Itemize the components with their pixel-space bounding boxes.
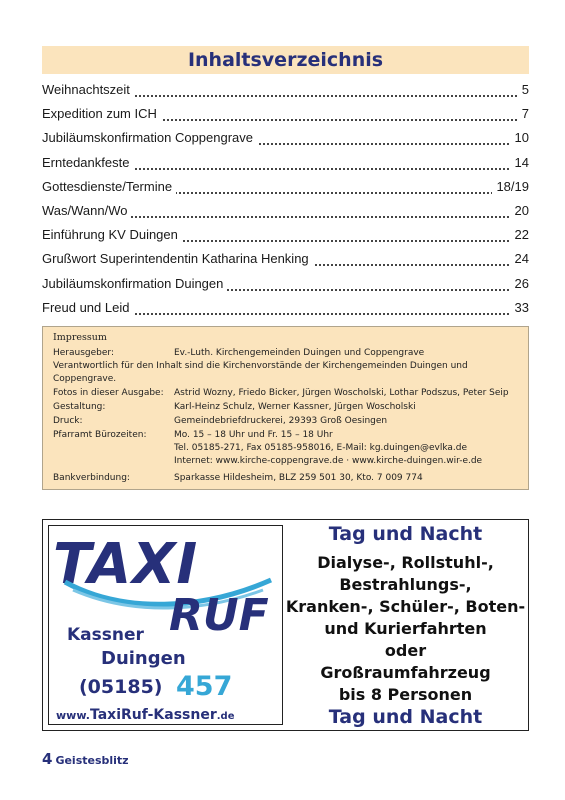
fotos-value: Astrid Wozny, Friedo Bicker, Jürgen Woscholski, Lothar Podszus, Peter Seip bbox=[174, 388, 509, 398]
toc-entry-label: Freud und Leid bbox=[42, 300, 133, 316]
ad-headline-bottom: Tag und Nacht bbox=[328, 706, 483, 728]
impressum-box bbox=[42, 326, 529, 490]
verantwortlich-line-1: Verantwortlich für den Inhalt sind die Kirchenvorstände der Kirchengemeinden Duingen und bbox=[53, 361, 468, 371]
website-suffix: .de bbox=[216, 711, 235, 722]
logo-city: Duingen bbox=[101, 648, 186, 669]
toc-entry-label: Jubiläumskonfirmation Duingen bbox=[42, 276, 227, 292]
herausgeber-label: Herausgeber: bbox=[53, 348, 114, 358]
service-line: oder bbox=[384, 641, 427, 660]
toc-entry-page: 24 bbox=[511, 251, 529, 267]
toc-entry-page: 33 bbox=[511, 300, 529, 316]
phone-number: 457 bbox=[176, 671, 233, 702]
website-main: TaxiRuf-Kassner bbox=[89, 707, 217, 723]
toc-entry bbox=[42, 155, 529, 179]
service-line: Kranken-, Schüler-, Boten- bbox=[285, 597, 526, 616]
logo-taxi-text: TAXI bbox=[53, 532, 199, 597]
phone-area-code: (05185) bbox=[79, 676, 163, 698]
toc-entry-page: 14 bbox=[511, 155, 529, 171]
taxi-logo-panel bbox=[48, 525, 283, 725]
gestaltung-value: Karl-Heinz Schulz, Werner Kassner, Jürgen Woscholski bbox=[174, 402, 416, 412]
page-number: 4 bbox=[42, 750, 53, 768]
bank-value: Sparkasse Hildesheim, BLZ 259 501 30, Kto. 7 009 774 bbox=[174, 473, 423, 483]
taxi-services-panel bbox=[283, 520, 528, 730]
service-line: Bestrahlungs-, bbox=[339, 575, 472, 594]
druck-label: Druck: bbox=[53, 416, 83, 426]
toc-entry bbox=[42, 227, 529, 251]
toc-entry-page: 7 bbox=[518, 106, 529, 122]
buero-label: Pfarramt Bürozeiten: bbox=[53, 430, 147, 440]
toc-entry-label: Einführung KV Duingen bbox=[42, 227, 182, 243]
service-line: bis 8 Personen bbox=[338, 685, 473, 704]
website-address bbox=[56, 707, 234, 723]
toc-header-bar bbox=[42, 46, 529, 74]
toc-entry-page: 26 bbox=[511, 276, 529, 292]
toc-entry bbox=[42, 251, 529, 275]
toc-entry bbox=[42, 203, 529, 227]
toc-entry-page: 20 bbox=[511, 203, 529, 219]
toc-entry bbox=[42, 300, 529, 324]
service-line: Dialyse-, Rollstuhl-, bbox=[317, 553, 494, 572]
toc-entry-page: 22 bbox=[511, 227, 529, 243]
toc-entry-label: Grußwort Superintendentin Katharina Henking bbox=[42, 251, 313, 267]
toc-title: Inhaltsverzeichnis bbox=[187, 49, 384, 71]
herausgeber-value: Ev.-Luth. Kirchengemeinden Duingen und Coppengrave bbox=[174, 348, 425, 358]
buero-hours: Mo. 15 – 18 Uhr und Fr. 15 – 18 Uhr bbox=[174, 430, 333, 440]
toc-entry-label: Jubiläumskonfirmation Coppengrave bbox=[42, 130, 257, 146]
druck-value: Gemeindebriefdruckerei, 29393 Groß Oesingen bbox=[174, 416, 388, 426]
service-line: und Kurierfahrten bbox=[324, 619, 487, 638]
website-prefix: www. bbox=[56, 709, 90, 722]
toc-entry-label: Expedition zum ICH bbox=[42, 106, 161, 122]
toc-entry-page: 18/19 bbox=[492, 179, 529, 195]
logo-name: Kassner bbox=[67, 625, 144, 645]
buero-internet: Internet: www.kirche-coppengrave.de · www.kirche-duingen.wir-e.de bbox=[174, 456, 483, 466]
toc-entry-page: 10 bbox=[511, 130, 529, 146]
toc-entry-page: 5 bbox=[518, 82, 529, 98]
gestaltung-label: Gestaltung: bbox=[53, 402, 106, 412]
toc-entry bbox=[42, 82, 529, 106]
taxi-advertisement bbox=[42, 519, 529, 731]
bank-label: Bankverbindung: bbox=[53, 473, 130, 483]
toc-entry-label: Erntedankfeste bbox=[42, 155, 133, 171]
verantwortlich-line-2: Coppengrave. bbox=[53, 374, 117, 384]
toc-entry bbox=[42, 106, 529, 130]
ad-headline-top: Tag und Nacht bbox=[328, 523, 483, 545]
toc-entry-label: Weihnachtszeit bbox=[42, 82, 134, 98]
logo-ruf-text: RUF bbox=[169, 590, 269, 641]
publication-name: Geistesblitz bbox=[55, 754, 129, 767]
toc-entry bbox=[42, 179, 529, 203]
toc-entry-label: Was/Wann/Wo bbox=[42, 203, 131, 219]
fotos-label: Fotos in dieser Ausgabe: bbox=[53, 388, 164, 398]
toc-entry-label: Gottesdienste/Termine bbox=[42, 179, 176, 195]
page-footer bbox=[42, 749, 129, 768]
buero-contact: Tel. 05185-271, Fax 05185-958016, E-Mail: kg.duingen@evlka.de bbox=[174, 443, 468, 453]
toc-entry bbox=[42, 130, 529, 154]
toc-list bbox=[42, 82, 529, 324]
impressum-heading: Impressum bbox=[53, 332, 107, 343]
service-line: Großraumfahrzeug bbox=[320, 663, 491, 682]
toc-entry bbox=[42, 276, 529, 300]
